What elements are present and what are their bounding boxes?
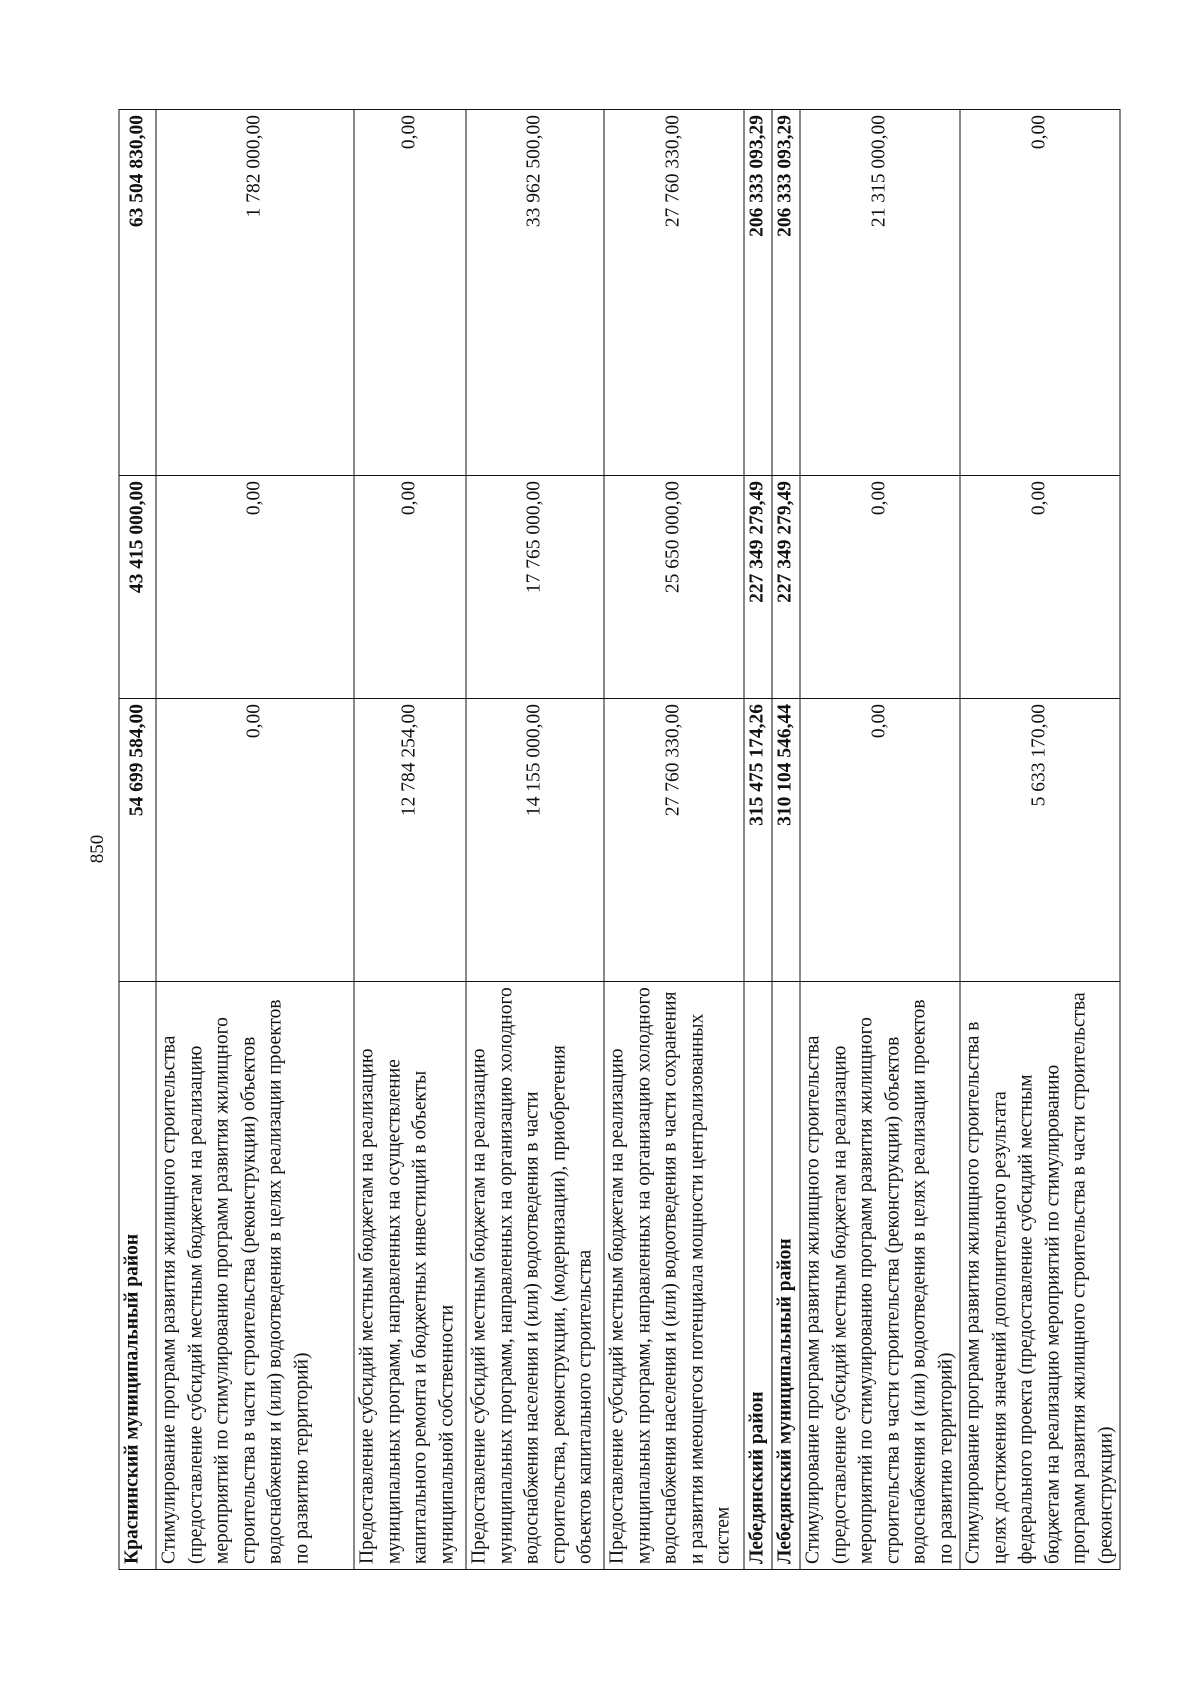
row-name: Стимулирование программ развития жилищного строительства (предоставление субсидий местным бюджетам на реализацию мероприятий по стимулированию программ развития жилищного строительства в части строительства (реконструкции) объектов водоснабжения и (или) водоотведения в целях реализации проектов по развитию территорий)	[156, 982, 354, 1570]
value-cell: 206 333 093,29	[772, 110, 800, 476]
row-name: Предоставление субсидий местным бюджетам на реализацию муниципальных программ, направленных на организацию холодного водоснабжения населения и (или) водоотведения в части строительства, реконструкции, (модернизации), приобретения объектов капитального строительства	[466, 982, 604, 1570]
row-name: Лебедянский район	[744, 982, 772, 1570]
row-name: Предоставление субсидий местным бюджетам на реализацию муниципальных программ, направленных на организацию холодного водоснабжения населения и (или) водоотведения в части сохранения и развития имеющегося потенциала мощности централизованных систем	[604, 982, 744, 1570]
table-row	[354, 110, 466, 1570]
value-cell: 206 333 093,29	[744, 110, 772, 476]
table-row-lebedyansky-municipal-district	[772, 110, 800, 1570]
table-row	[466, 110, 604, 1570]
value-cell: 0,00	[800, 476, 960, 699]
value-cell: 310 104 546,44	[772, 699, 800, 982]
table-row	[800, 110, 960, 1570]
value-cell: 227 349 279,49	[744, 476, 772, 699]
value-cell: 5 633 170,00	[960, 699, 1120, 982]
page-number: 850	[87, 834, 108, 863]
value-cell: 43 415 000,00	[119, 476, 156, 699]
value-cell: 33 962 500,00	[466, 110, 604, 476]
row-name: Стимулирование программ развития жилищного строительства (предоставление субсидий местным бюджетам на реализацию мероприятий по стимулированию программ развития жилищного строительства в части строительства (реконструкции) объектов водоснабжения и (или) водоотведения в целях реализации проектов по развитию территорий)	[800, 982, 960, 1570]
value-cell: 54 699 584,00	[119, 699, 156, 982]
value-cell: 0,00	[156, 476, 354, 699]
row-name: Лебедянский муниципальный район	[772, 982, 800, 1570]
value-cell: 17 765 000,00	[466, 476, 604, 699]
value-cell: 0,00	[960, 110, 1120, 476]
budget-table-rotated	[118, 110, 1116, 1570]
table-row	[604, 110, 744, 1570]
value-cell: 0,00	[960, 476, 1120, 699]
value-cell: 25 650 000,00	[604, 476, 744, 699]
value-cell: 0,00	[354, 476, 466, 699]
row-name: Стимулирование программ развития жилищного строительства в целях достижения значений дополнительного результата федерального проекта (предоставление субсидий местным бюджетам на реализацию мероприятий по стимулированию программ развития жилищного строительства в части строительства (реконструкции)	[960, 982, 1120, 1570]
value-cell: 315 475 174,26	[744, 699, 772, 982]
table-row-lebedyansky-district	[744, 110, 772, 1570]
value-cell: 21 315 000,00	[800, 110, 960, 476]
table-row-krasninsky-district	[119, 110, 156, 1570]
value-cell: 12 784 254,00	[354, 699, 466, 982]
value-cell: 27 760 330,00	[604, 110, 744, 476]
value-cell: 0,00	[156, 699, 354, 982]
value-cell: 0,00	[354, 110, 466, 476]
table-row	[156, 110, 354, 1570]
row-name: Предоставление субсидий местным бюджетам на реализацию муниципальных программ, направленных на осуществление капитального ремонта и бюджетных инвестиций в объекты муниципальной собственности	[354, 982, 466, 1570]
value-cell: 0,00	[800, 699, 960, 982]
value-cell: 63 504 830,00	[119, 110, 156, 476]
table-row	[960, 110, 1120, 1570]
value-cell: 27 760 330,00	[604, 699, 744, 982]
value-cell: 14 155 000,00	[466, 699, 604, 982]
value-cell: 1 782 000,00	[156, 110, 354, 476]
budget-table	[118, 109, 1120, 1570]
value-cell: 227 349 279,49	[772, 476, 800, 699]
row-name: Краснинский муниципальный район	[119, 982, 156, 1570]
